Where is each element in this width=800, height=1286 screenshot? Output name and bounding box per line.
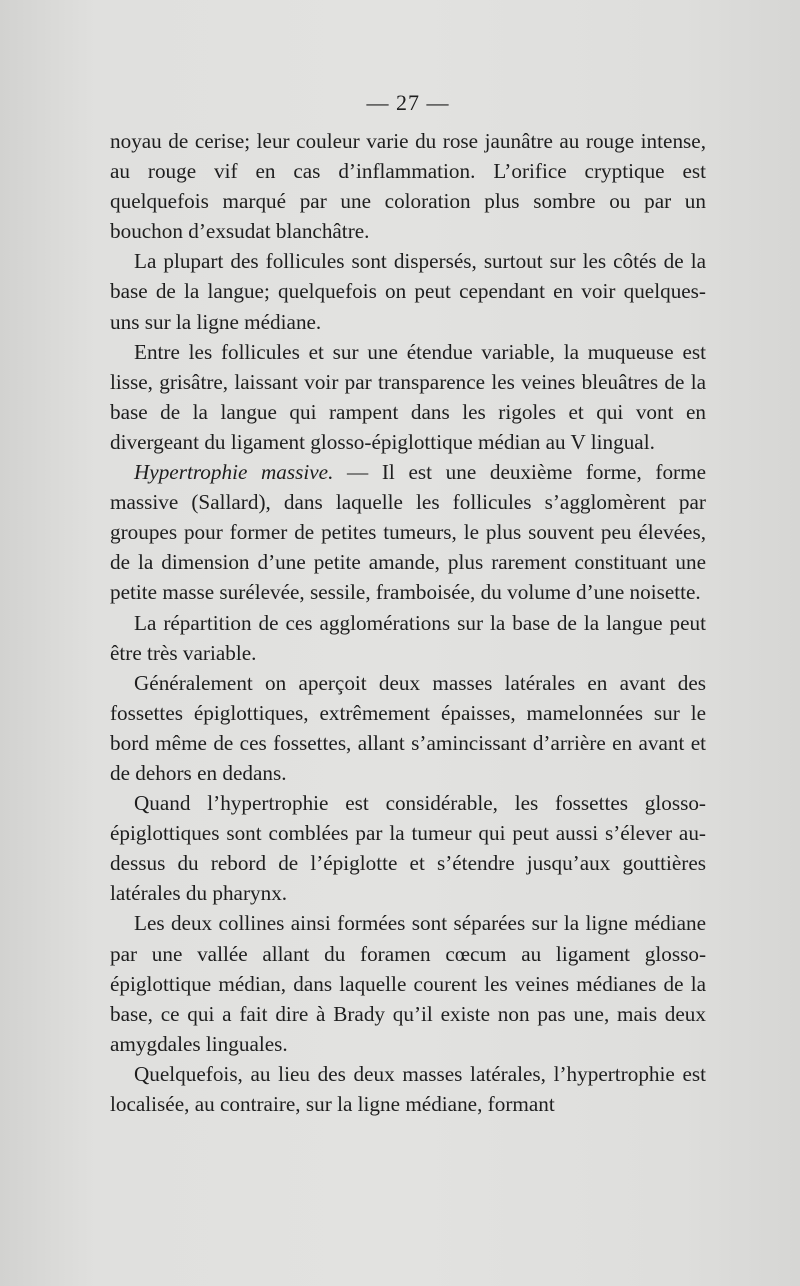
paragraph-text: Entre les follicules et sur une étendue variable, la muqueuse est lisse, grisâtre, laissant voir par transparence les veines bleuâtres de la base de la langue qui rampent dans les rigoles et qui vont en divergeant du ligament glosso-épiglottique médian au V lingual. (110, 339, 706, 454)
paragraph (110, 668, 706, 788)
paragraph-text: La plupart des follicules sont dispersés, surtout sur les côtés de la base de la langue; quelquefois on peut cependant en voir quelques-uns sur la ligne médiane. (110, 249, 706, 334)
paragraph (110, 457, 706, 607)
section-heading: Hypertrophie massive. (134, 460, 334, 485)
paragraph (110, 1059, 706, 1119)
paragraph-text: noyau de cerise; leur couleur varie du rose jaunâtre au rouge intense, au rouge vif en cas d’inflammation. L’orifice cryptique est quelquefois marqué par une coloration plus sombre ou par un bouchon d’exsudat blanchâtre. (110, 129, 706, 244)
paragraph-text: Les deux collines ainsi formées sont séparées sur la ligne médiane par une vallée allant du foramen cœcum au ligament glosso-épiglottique médian, dans laquelle courent les veines médianes de la base, ce qui a fait dire à Brady qu’il existe non pas une, mais deux amygdales linguales. (110, 911, 706, 1056)
paragraph (110, 608, 706, 668)
paragraph-text: La répartition de ces agglomérations sur la base de la langue peut être très variable. (110, 610, 706, 665)
book-page (110, 88, 706, 1119)
paragraph-text: Généralement on aperçoit deux masses latérales en avant des fossettes épiglottiques, extrêmement épaisses, mamelonnées sur le bord même de ces fossettes, allant s’amincissant d’arrière en avant et de dehors en dedans. (110, 670, 706, 785)
paragraph-text: Quelquefois, au lieu des deux masses latérales, l’hypertrophie est localisée, au contraire, sur la ligne médiane, formant (110, 1061, 706, 1116)
paragraph (110, 788, 706, 908)
paragraph (110, 246, 706, 336)
paragraph (110, 126, 706, 246)
paragraph (110, 337, 706, 457)
paragraph (110, 908, 706, 1058)
paragraph-text: — Il est une deuxième forme, forme massive (Sallard), dans laquelle les follicules s’agglomèrent par groupes pour former de petites tumeurs, le plus souvent peu élevées, de la dimension d’une petite amande, plus rarement constituant une petite masse surélevée, sessile, framboisée, du volume d’une noisette. (110, 460, 706, 605)
page-number: — 27 — (366, 90, 450, 115)
paragraph-text: Quand l’hypertrophie est considérable, les fossettes glosso-épiglottiques sont comblées par la tumeur qui peut aussi s’élever au-dessus du rebord de l’épiglotte et s’étendre jusqu’aux gouttières latérales du pharynx. (110, 791, 706, 906)
